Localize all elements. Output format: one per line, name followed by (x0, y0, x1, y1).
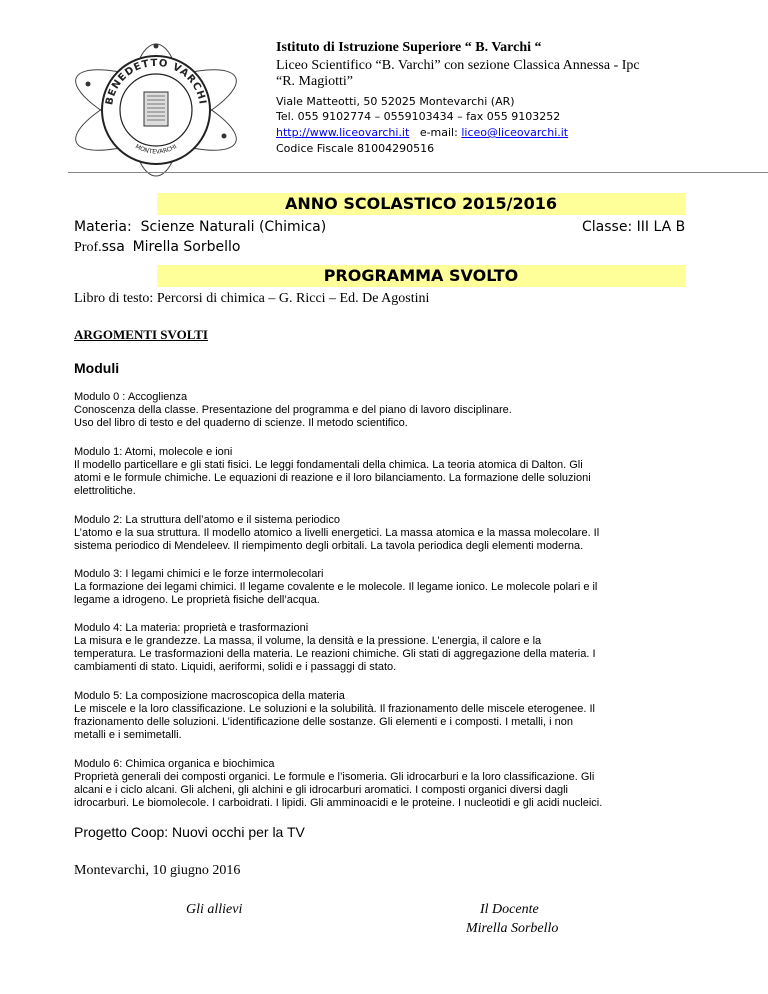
topics-heading: ARGOMENTI SVOLTI (74, 327, 208, 342)
module-title: Modulo 1: Atomi, molecole e ioni (74, 446, 233, 458)
module-title: Modulo 4: La materia: proprietà e trasformazioni (74, 622, 309, 634)
module-text-line: La misura e le grandezze. La massa, il volume, la densità e la pressione. L’energia, il calore e la (74, 635, 542, 647)
subject-line (74, 219, 326, 235)
project-line: Progetto Coop: Nuovi occhi per la TV (74, 824, 305, 840)
module-text-line: Uso del libro di testo e del quaderno di scienze. Il metodo scientifico. (74, 417, 408, 429)
teacher-prefix: Prof. (74, 240, 102, 255)
module-text-line: elettrolitiche. (74, 485, 136, 497)
module-text-line: Proprietà generali dei composti organici. Le formule e l’isomeria. Gli idrocarburi e la loro classificazione. Gli (74, 771, 595, 783)
class-line (582, 219, 685, 235)
module-text-line: Le miscele e la loro classificazione. Le soluzioni e la solubilità. Il frazionamento delle miscele eterogenee. Il (74, 703, 595, 715)
module-text-line: atomi e le formule chimiche. Le equazioni di reazione e il loro bilanciamento. La formazione delle soluzioni (74, 472, 591, 484)
subject-label: Materia: (74, 219, 132, 235)
institute-name: Istituto di Istruzione Superiore “ B. Varchi “ (276, 40, 542, 55)
module-0 (74, 391, 704, 430)
module-text-line: frazionamento delle soluzioni. L’identificazione delle sostanze. Gli elementi e i composti. I metalli, i non (74, 716, 573, 728)
teacher-line (74, 238, 240, 256)
logo-text-bottom: MONTEVARCHI (134, 143, 179, 156)
module-text-line: sistema periodico di Mendeleev. Il riempimento degli orbitali. La tavola periodica degli elementi moderna. (74, 540, 584, 552)
module-text-line: Il modello particellare e gli stati fisici. Le leggi fondamentali della chimica. La teoria atomica di Dalton. Gli (74, 459, 583, 471)
module-text-line: cambiamenti di stato. Liquidi, aeriformi, solidi e i passaggi di stato. (74, 661, 397, 673)
school-address: Viale Matteotti, 50 52025 Montevarchi (AR) (276, 95, 515, 108)
module-text-line: temperatura. Le trasformazioni della materia. Le reazioni chimiche. Gli stati di aggregazione della materia. I (74, 648, 596, 660)
email-label: e-mail: (419, 126, 462, 139)
module-3 (74, 568, 704, 607)
teacher-signature-title: Il Docente (480, 902, 539, 917)
teacher-signature-name: Mirella Sorbello (466, 921, 559, 936)
module-text-line: metalli e i semimetalli. (74, 729, 182, 741)
module-title: Modulo 5: La composizione macroscopica della materia (74, 690, 345, 702)
modules-heading: Moduli (74, 360, 120, 376)
school-name-line2: “R. Magiotti” (276, 74, 353, 89)
school-contacts (276, 126, 568, 140)
school-logo (68, 40, 244, 180)
fiscal-code: Codice Fiscale 81004290516 (276, 142, 435, 155)
logo-text-top: BENEDETTO VARCHI (104, 57, 208, 106)
module-text-line: Conoscenza della classe. Presentazione del programma e del piano di lavoro disciplinare. (74, 404, 512, 416)
program-banner: PROGRAMMA SVOLTO (157, 265, 685, 287)
textbook-line: Libro di testo: Percorsi di chimica – G. Ricci – Ed. De Agostini (74, 291, 430, 306)
class-label: Classe: (582, 219, 633, 235)
website-link[interactable]: http://www.liceovarchi.it (276, 126, 410, 139)
module-5 (74, 690, 704, 742)
teacher-name: Mirella Sorbello (132, 239, 241, 255)
module-text-line: La formazione dei legami chimici. Il legame covalente e le molecole. Il legame ionico. Le molecole polari e il (74, 581, 598, 593)
module-4 (74, 622, 704, 674)
teacher-suffix: ssa (101, 239, 125, 255)
module-text-line: idrocarburi. Le biomolecole. I carboidrati. I lipidi. Gli amminoacidi e le proteine. I nucleotidi e gli acidi nucleici. (74, 797, 603, 809)
school-name-line1: Liceo Scientifico “B. Varchi” con sezione Classica Annessa - Ipc (276, 58, 640, 73)
students-signature-label: Gli allievi (186, 902, 243, 917)
module-1 (74, 446, 704, 498)
school-year-banner: ANNO SCOLASTICO 2015/2016 (157, 193, 685, 215)
module-title: Modulo 2: La struttura dell’atomo e il sistema periodico (74, 514, 340, 526)
module-text-line: L’atomo e la sua struttura. Il modello atomico a livelli energetici. La massa atomica e la massa molecolare. Il (74, 527, 600, 539)
school-phone: Tel. 055 9102774 – 0559103434 – fax 055 9103252 (276, 110, 561, 123)
module-6 (74, 758, 704, 810)
subject-value: Scienze Naturali (Chimica) (140, 219, 327, 235)
module-title: Modulo 3: I legami chimici e le forze intermolecolari (74, 568, 324, 580)
module-2 (74, 514, 704, 553)
module-title: Modulo 0 : Accoglienza (74, 391, 188, 403)
class-value: III LA B (636, 219, 686, 235)
module-text-line: alcani e i ciclo alcani. Gli alcheni, gli alchini e gli idrocarburi aromatici. I composti organici diversi dagli (74, 784, 568, 796)
email-link[interactable]: liceo@liceovarchi.it (461, 126, 569, 139)
place-date: Montevarchi, 10 giugno 2016 (74, 863, 241, 878)
module-text-line: legame a idrogeno. Le proprietà fisiche dell’acqua. (74, 594, 320, 606)
header-divider (68, 172, 768, 173)
module-title: Modulo 6: Chimica organica e biochimica (74, 758, 275, 770)
